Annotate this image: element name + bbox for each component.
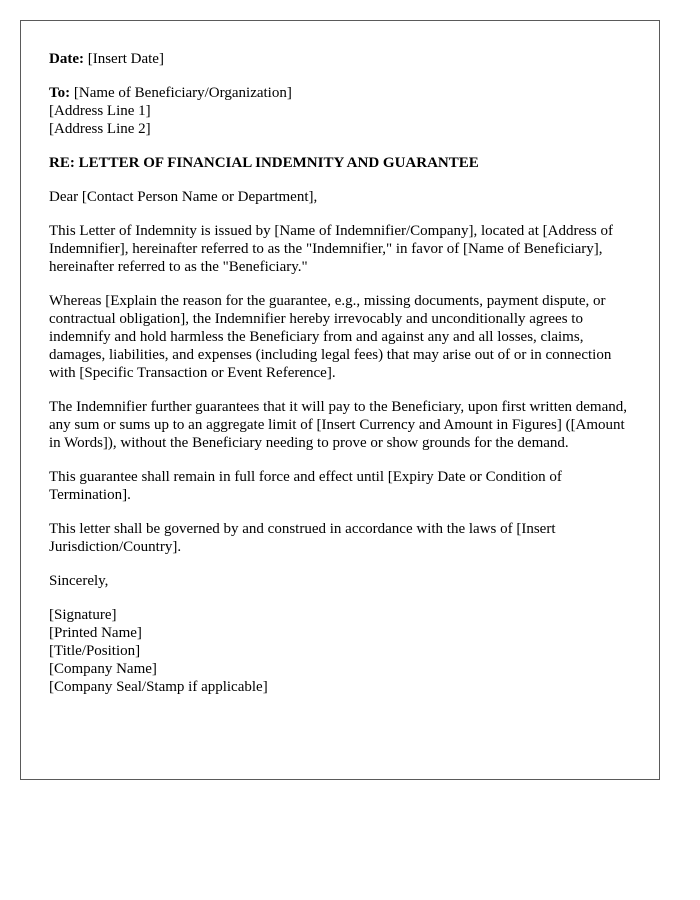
body-paragraph-1: This Letter of Indemnity is issued by [Name of Indemnifier/Company], located at [Address of Indemnifier], hereinafter referred to as the "Indemnifier," in favor of [Name of Beneficiary], hereinafter referred to as the "Beneficiary." bbox=[49, 223, 614, 275]
letter-page bbox=[20, 20, 660, 780]
signature-placeholder: [Signature] bbox=[49, 607, 117, 623]
company-seal: [Company Seal/Stamp if applicable] bbox=[49, 679, 268, 695]
date-label: Date: bbox=[49, 51, 84, 67]
salutation: Dear [Contact Person Name or Department], bbox=[49, 189, 318, 205]
body-paragraph-5: This letter shall be governed by and construed in accordance with the laws of [Insert Jurisdiction/Country]. bbox=[49, 521, 556, 555]
address-line-1: [Address Line 1] bbox=[49, 103, 151, 119]
printed-name: [Printed Name] bbox=[49, 625, 142, 641]
signature-block bbox=[49, 606, 631, 696]
recipient-name: [Name of Beneficiary/Organization] bbox=[73, 85, 292, 101]
company-name: [Company Name] bbox=[49, 661, 157, 677]
subject-line: RE: LETTER OF FINANCIAL INDEMNITY AND GUARANTEE bbox=[49, 155, 479, 171]
closing: Sincerely, bbox=[49, 573, 109, 589]
to-label: To: bbox=[49, 85, 71, 101]
address-line-2: [Address Line 2] bbox=[49, 121, 151, 137]
date-line bbox=[49, 50, 631, 68]
body-paragraph-4: This guarantee shall remain in full force and effect until [Expiry Date or Condition of Termination]. bbox=[49, 469, 562, 503]
body-paragraph-2: Whereas [Explain the reason for the guarantee, e.g., missing documents, payment dispute, or contractual obligation], the Indemnifier hereby irrevocably and unconditionally agrees to indemnify and hold harmless the Beneficiary from and against any and all losses, claims, damages, liabilities, and expenses (including legal fees) that may arise out of or in connection with [Specific Transaction or Event Reference]. bbox=[49, 293, 612, 381]
title-position: [Title/Position] bbox=[49, 643, 141, 659]
body-paragraph-3: The Indemnifier further guarantees that it will pay to the Beneficiary, upon first written demand, any sum or sums up to an aggregate limit of [Insert Currency and Amount in Figures] ([Amount in Words]), without the Beneficiary needing to prove or show grounds for the demand. bbox=[49, 399, 627, 451]
recipient-line bbox=[49, 84, 631, 102]
date-value: [Insert Date] bbox=[87, 51, 164, 67]
recipient-block bbox=[49, 84, 631, 138]
